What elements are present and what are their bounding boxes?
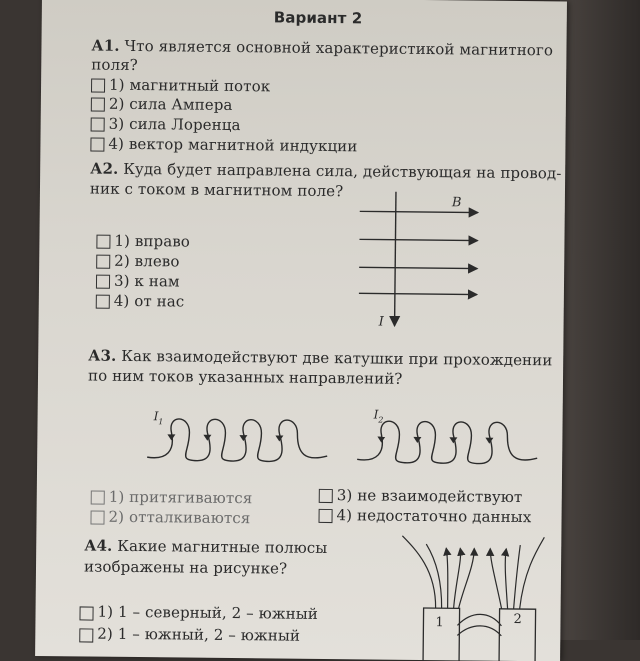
pole-1-label: 1 xyxy=(435,615,444,631)
question-a2-text-line1: Куда будет направлена сила, действующая на провод- xyxy=(123,159,562,183)
a3-option-4-label: 4) недостаточно данных xyxy=(336,506,532,527)
a3-option-3-label: 3) не взаимодействуют xyxy=(336,486,523,507)
a4-option-1-label: 1) 1 – северный, 2 – южный xyxy=(97,602,319,623)
field-label-b: B xyxy=(451,195,462,211)
test-sheet xyxy=(35,0,567,661)
coil-1 xyxy=(147,419,327,462)
field-line-1 xyxy=(360,211,478,212)
coil-2 xyxy=(357,421,537,464)
a3-option-1-checkbox[interactable] xyxy=(91,491,105,505)
question-a3-text-line2: по ним токов указанных направлений? xyxy=(87,366,403,388)
variant-title: Вариант 2 xyxy=(273,8,363,28)
question-a1-number: А1. xyxy=(91,36,120,55)
a4-option-1-checkbox[interactable] xyxy=(79,606,93,620)
a2-option-2-label: 2) влево xyxy=(114,251,180,271)
question-a4-text-line1: Какие магнитные полюсы xyxy=(117,536,328,558)
a2-option-3-label: 3) к нам xyxy=(113,271,180,291)
question-a3-text-line1: Как взаимодействуют две катушки при прохождении xyxy=(121,346,553,370)
a3-option-4-checkbox[interactable] xyxy=(318,509,332,523)
coil-2-label: $I_2$ xyxy=(373,407,384,425)
a2-option-4-label: 4) от нас xyxy=(113,291,185,311)
a1-option-3-checkbox[interactable] xyxy=(91,118,105,132)
question-a1 xyxy=(91,37,553,60)
a2-option-3-checkbox[interactable] xyxy=(96,275,110,289)
question-a3 xyxy=(88,347,552,370)
question-a2 xyxy=(90,160,561,183)
a4-poles-diagram xyxy=(395,530,546,661)
a1-option-1-checkbox[interactable] xyxy=(91,79,105,93)
a2-option-2-checkbox[interactable] xyxy=(96,255,110,269)
question-a3-number: А3. xyxy=(88,346,117,365)
question-a1-text-line1: Что является основной характеристикой магнитного xyxy=(124,36,554,60)
a1-option-1-label: 1) магнитный поток xyxy=(108,75,271,96)
question-a4-number: А4. xyxy=(84,536,113,555)
a1-option-2-checkbox[interactable] xyxy=(91,98,105,112)
question-a2-number: А2. xyxy=(90,159,119,178)
a3-coils-diagram xyxy=(127,402,548,486)
a3-option-1-label: 1) притягиваются xyxy=(108,487,253,508)
a4-option-2-checkbox[interactable] xyxy=(79,628,93,642)
a3-option-2-label: 2) отталкиваются xyxy=(108,507,251,528)
a4-option-2-label: 2) 1 – южный, 2 – южный xyxy=(97,624,301,645)
current-label-i: I xyxy=(378,314,384,330)
a2-option-4-checkbox[interactable] xyxy=(96,295,110,309)
coil-1-label: $I_1$ xyxy=(153,409,164,427)
a1-option-4-checkbox[interactable] xyxy=(90,138,104,152)
field-lines xyxy=(401,536,544,636)
a3-option-2-checkbox[interactable] xyxy=(90,511,104,525)
a2-option-1-label: 1) вправо xyxy=(114,231,191,251)
field-line-4 xyxy=(359,293,477,294)
a2-field-diagram xyxy=(348,189,490,340)
a1-option-4-label: 4) вектор магнитной индукции xyxy=(108,134,358,156)
question-a1-text-line2: поля? xyxy=(91,55,138,75)
question-a2-text-line2: ник с током в магнитном поле? xyxy=(89,179,344,201)
question-a4 xyxy=(84,536,327,557)
field-line-2 xyxy=(359,239,477,240)
a1-option-2-label: 2) сила Ампера xyxy=(108,94,233,115)
question-a4-text-line2: изображены на рисунке? xyxy=(83,557,288,578)
pole-2-label: 2 xyxy=(513,611,522,628)
desk-background xyxy=(560,0,640,640)
a1-option-3-label: 3) сила Лоренца xyxy=(108,114,241,135)
field-line-3 xyxy=(359,267,477,268)
a2-option-1-checkbox[interactable] xyxy=(96,235,110,249)
a3-option-3-checkbox[interactable] xyxy=(319,489,333,503)
